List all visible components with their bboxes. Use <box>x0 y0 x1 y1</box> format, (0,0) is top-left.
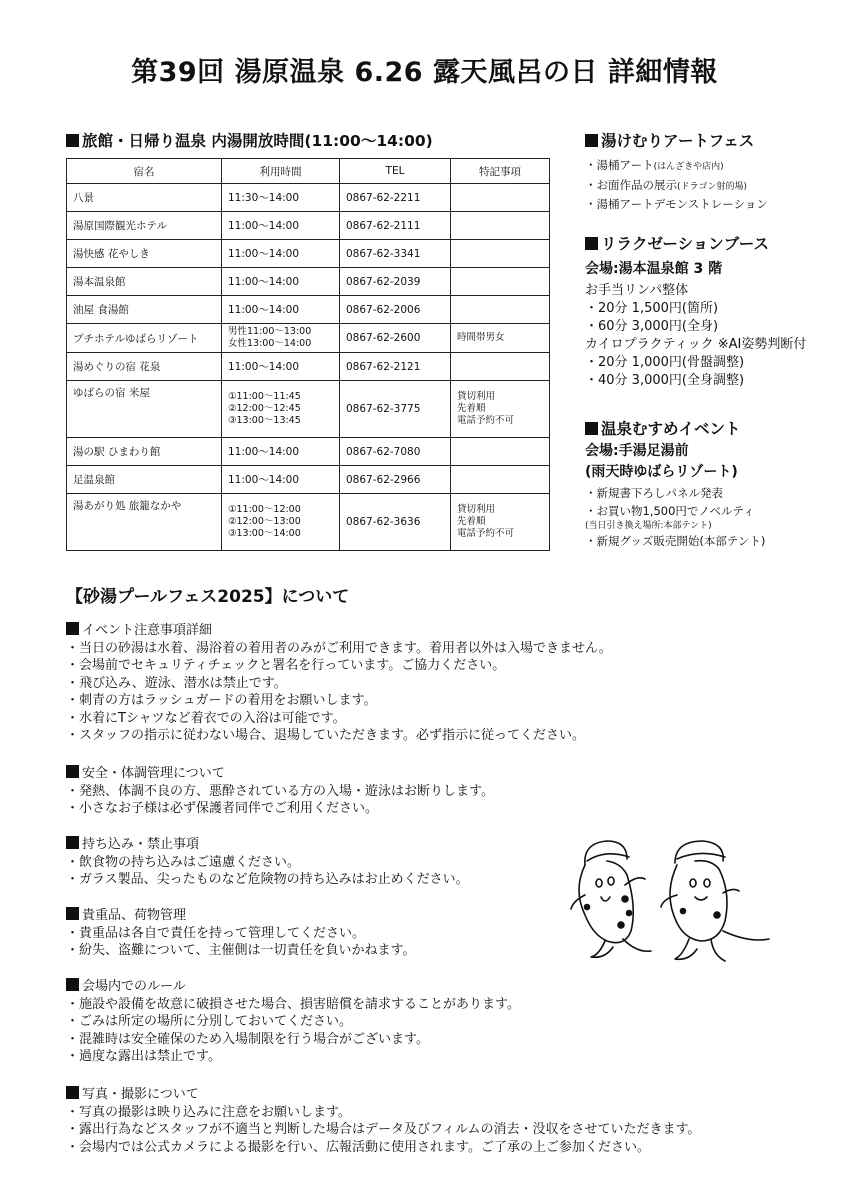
table-row <box>67 466 550 494</box>
rule-line: ・ごみは所定の場所に分別しておいてください。 <box>66 1014 353 1029</box>
cell-phone: 0867-62-2211 <box>340 184 451 212</box>
list-item: ・新規グッズ販売開始(本部テント) <box>585 534 766 548</box>
price-line: カイロプラクティック ※AI姿勢判断付 <box>585 337 807 352</box>
rule-line: ・過度な露出は禁止です。 <box>66 1049 221 1064</box>
hours-line: ③13:00〜13:45 <box>228 415 301 426</box>
rule-line: ・刺青の方はラッシュガードの着用をお願いします。 <box>66 693 377 708</box>
cell-inn-name: 湯原国際観光ホテル <box>67 212 222 240</box>
cell-inn-name: 湯めぐりの宿 花泉 <box>67 353 222 381</box>
table-row <box>67 296 550 324</box>
cell-inn-name: 足温泉館 <box>67 466 222 494</box>
cell-inn-name: 八景 <box>67 184 222 212</box>
relax-details <box>585 259 835 390</box>
hours-line: 11:00〜14:00 <box>228 446 300 458</box>
note-line: 貸切利用 <box>457 391 496 402</box>
page-title: 第39回 湯原温泉 6.26 露天風呂の日 詳細情報 <box>131 57 718 88</box>
fes-section-valuables <box>66 907 415 960</box>
rule-line: ・飲食物の持ち込みはご遠慮ください。 <box>66 854 301 870</box>
art-fes-heading: 湯けむりアートフェス <box>585 129 754 151</box>
cell-hours <box>222 466 340 494</box>
cell-hours <box>222 268 340 296</box>
cell-phone: 0867-62-3775 <box>340 381 451 438</box>
note-line: 電話予約不可 <box>457 528 515 539</box>
event-details <box>585 441 835 551</box>
square-bullet-icon <box>585 422 598 435</box>
table-header-row <box>67 159 550 184</box>
list-item: ・新規書下ろしパネル発表 <box>585 486 723 500</box>
cell-inn-name: 湯の駅 ひまわり館 <box>67 438 222 466</box>
fes-section-rules <box>66 978 520 1066</box>
cell-notes <box>451 381 550 438</box>
table-section-heading: 旅館・日帰り温泉 内湯開放時間(11:00〜14:00) <box>66 129 433 151</box>
rule-line: ・露出行為などスタッフが不適当と判断した場合はデータ及びフィルムの消去・没収をさせていただきます。 <box>66 1122 701 1137</box>
rule-line: ・施設や設備を故意に破損させた場合、損害賠償を請求することがあります。 <box>66 996 520 1012</box>
hours-line: 女性13:00〜14:00 <box>228 338 312 349</box>
note-line: 先着順 <box>457 516 486 527</box>
price-line: お手当リンパ整体 <box>585 283 689 298</box>
table-row <box>67 268 550 296</box>
table-row <box>67 494 550 551</box>
hours-line: 男性11:00〜13:00 <box>228 326 312 337</box>
hours-line: 11:30〜14:00 <box>228 192 300 204</box>
hours-line: 11:00〜14:00 <box>228 248 300 260</box>
cell-hours <box>222 212 340 240</box>
square-bullet-icon <box>66 134 79 147</box>
hours-line: 11:00〜14:00 <box>228 304 300 316</box>
cell-phone: 0867-62-2039 <box>340 268 451 296</box>
event-venue-rain: (雨天時ゆばらリゾート) <box>585 464 738 480</box>
cell-phone: 0867-62-3636 <box>340 494 451 551</box>
rule-line: ・紛失、盗難について、主催側は一切責任を負いかねます。 <box>66 943 416 958</box>
fes-section-heading: 会場内でのルール <box>66 978 520 996</box>
fes-title: 【砂湯プールフェス2025】について <box>66 587 350 607</box>
column-header: 宿名 <box>67 159 222 184</box>
rule-line: ・写真の撮影は映り込みに注意をお願いします。 <box>66 1104 351 1120</box>
table-row <box>67 438 550 466</box>
table-row <box>67 353 550 381</box>
relax-heading: リラクゼーションブース <box>585 232 769 254</box>
cell-inn-name: 湯本温泉館 <box>67 268 222 296</box>
note-line: 電話予約不可 <box>457 415 515 426</box>
square-bullet-icon <box>66 907 79 920</box>
column-header: 利用時間 <box>222 159 340 184</box>
cell-notes <box>451 438 550 466</box>
cell-notes <box>451 212 550 240</box>
column-header: TEL <box>340 159 451 184</box>
rule-line: ・貴重品は各自で責任を持って管理してください。 <box>66 925 366 941</box>
event-venue: 会場:手湯足湯前 <box>585 443 689 459</box>
cell-phone: 0867-62-2111 <box>340 212 451 240</box>
square-bullet-icon <box>66 622 79 635</box>
list-item: ・お面作品の展示(ドラゴン射的場) <box>585 177 748 192</box>
cell-notes <box>451 353 550 381</box>
cell-inn-name: プチホテルゆばらリゾート <box>67 324 222 353</box>
cell-notes <box>451 494 550 551</box>
fes-section-prohibited <box>66 836 469 889</box>
list-item: ・湯桶アートデモンストレーション <box>585 197 768 211</box>
square-bullet-icon <box>66 836 79 849</box>
cell-hours <box>222 438 340 466</box>
cell-phone: 0867-62-2006 <box>340 296 451 324</box>
list-item-note: (当日引き換え場所:本部テント) <box>585 521 712 531</box>
rule-line: ・混雑時は安全確保のため入場制限を行う場合がございます。 <box>66 1031 429 1047</box>
hours-line: 11:00〜14:00 <box>228 474 300 486</box>
note-line: 時間帯男女 <box>457 332 505 343</box>
cell-phone: 0867-62-2600 <box>340 324 451 353</box>
art-fes-list <box>585 157 835 214</box>
hours-line: ①11:00〜11:45 <box>228 391 301 402</box>
rule-line: ・ガラス製品、尖ったものなど危険物の持ち込みはお止めください。 <box>66 872 469 887</box>
cell-hours <box>222 381 340 438</box>
cell-inn-name: 湯あがり処 旅籠なかや <box>67 494 222 551</box>
cell-notes <box>451 324 550 353</box>
fes-section-safety <box>66 765 494 818</box>
cell-inn-name: 油屋 食湯館 <box>67 296 222 324</box>
table-row <box>67 324 550 353</box>
list-item: ・湯桶アート(はんざきや店内) <box>585 158 724 172</box>
hours-line: 11:00〜14:00 <box>228 276 300 288</box>
price-line: ・20分 1,500円(箇所) <box>585 301 719 316</box>
fes-section-heading: イベント注意事項詳細 <box>66 622 612 640</box>
cell-phone: 0867-62-2966 <box>340 466 451 494</box>
cell-hours <box>222 184 340 212</box>
price-line: ・60分 3,000円(全身) <box>585 319 719 334</box>
cell-phone: 0867-62-3341 <box>340 240 451 268</box>
table-row <box>67 240 550 268</box>
hours-line: 11:00〜14:00 <box>228 220 300 232</box>
hours-line: ①11:00〜12:00 <box>228 504 301 515</box>
fes-section-heading: 写真・撮影について <box>66 1086 700 1104</box>
table-row <box>67 381 550 438</box>
rule-line: ・発熱、体調不良の方、悪酔されている方の入場・遊泳はお断りします。 <box>66 783 494 799</box>
rule-line: ・小さなお子様は必ず保護者同伴でご利用ください。 <box>66 801 379 816</box>
rule-line: ・飛び込み、遊泳、潜水は禁止です。 <box>66 675 287 691</box>
cell-notes <box>451 268 550 296</box>
hot-spring-table <box>66 158 550 551</box>
cell-hours <box>222 353 340 381</box>
rule-line: ・会場前でセキュリティチェックと署名を行っています。ご協力ください。 <box>66 658 506 673</box>
square-bullet-icon <box>66 1086 79 1099</box>
event-heading: 温泉むすめイベント <box>585 417 741 439</box>
price-line: ・20分 1,000円(骨盤調整) <box>585 355 745 370</box>
relax-venue: 会場:湯本温泉館 3 階 <box>585 261 723 277</box>
hours-line: ②12:00〜12:45 <box>228 403 301 414</box>
cell-hours <box>222 494 340 551</box>
cell-notes <box>451 184 550 212</box>
table-row <box>67 184 550 212</box>
square-bullet-icon <box>585 134 598 147</box>
rule-line: ・水着にTシャツなど着衣での入浴は可能です。 <box>66 710 346 726</box>
salamander-mascot-illustration <box>565 835 775 970</box>
cell-phone: 0867-62-2121 <box>340 353 451 381</box>
cell-hours <box>222 324 340 353</box>
rule-line: ・会場内では公式カメラによる撮影を行い、広報活動に使用されます。ご了承の上ご参加ください。 <box>66 1139 650 1155</box>
square-bullet-icon <box>585 237 598 250</box>
fes-section-notes <box>66 622 612 745</box>
note-line: 貸切利用 <box>457 504 496 515</box>
cell-notes <box>451 296 550 324</box>
square-bullet-icon <box>66 978 79 991</box>
list-item: ・お買い物1,500円でノベルティ <box>585 503 755 518</box>
rule-line: ・当日の砂湯は水着、湯浴着の着用者のみがご利用できます。着用者以外は入場できません。 <box>66 640 612 656</box>
table-row <box>67 212 550 240</box>
hours-line: ②12:00〜13:00 <box>228 516 301 527</box>
cell-notes <box>451 240 550 268</box>
fes-section-photo <box>66 1086 700 1156</box>
cell-notes <box>451 466 550 494</box>
cell-phone: 0867-62-7080 <box>340 438 451 466</box>
cell-inn-name: 湯快感 花やしき <box>67 240 222 268</box>
square-bullet-icon <box>66 765 79 778</box>
hours-line: ③13:00〜14:00 <box>228 528 301 539</box>
column-header: 特記事項 <box>451 159 550 184</box>
note-line: 先着順 <box>457 403 486 414</box>
fes-section-heading: 持ち込み・禁止事項 <box>66 836 469 854</box>
cell-inn-name: ゆばらの宿 米屋 <box>67 381 222 438</box>
cell-hours <box>222 240 340 268</box>
rule-line: ・スタッフの指示に従わない場合、退場していただきます。必ず指示に従ってください。 <box>66 728 585 743</box>
fes-section-heading: 安全・体調管理について <box>66 765 494 783</box>
cell-hours <box>222 296 340 324</box>
fes-section-heading: 貴重品、荷物管理 <box>66 907 415 925</box>
hours-line: 11:00〜14:00 <box>228 361 300 373</box>
price-line: ・40分 3,000円(全身調整) <box>585 373 745 388</box>
